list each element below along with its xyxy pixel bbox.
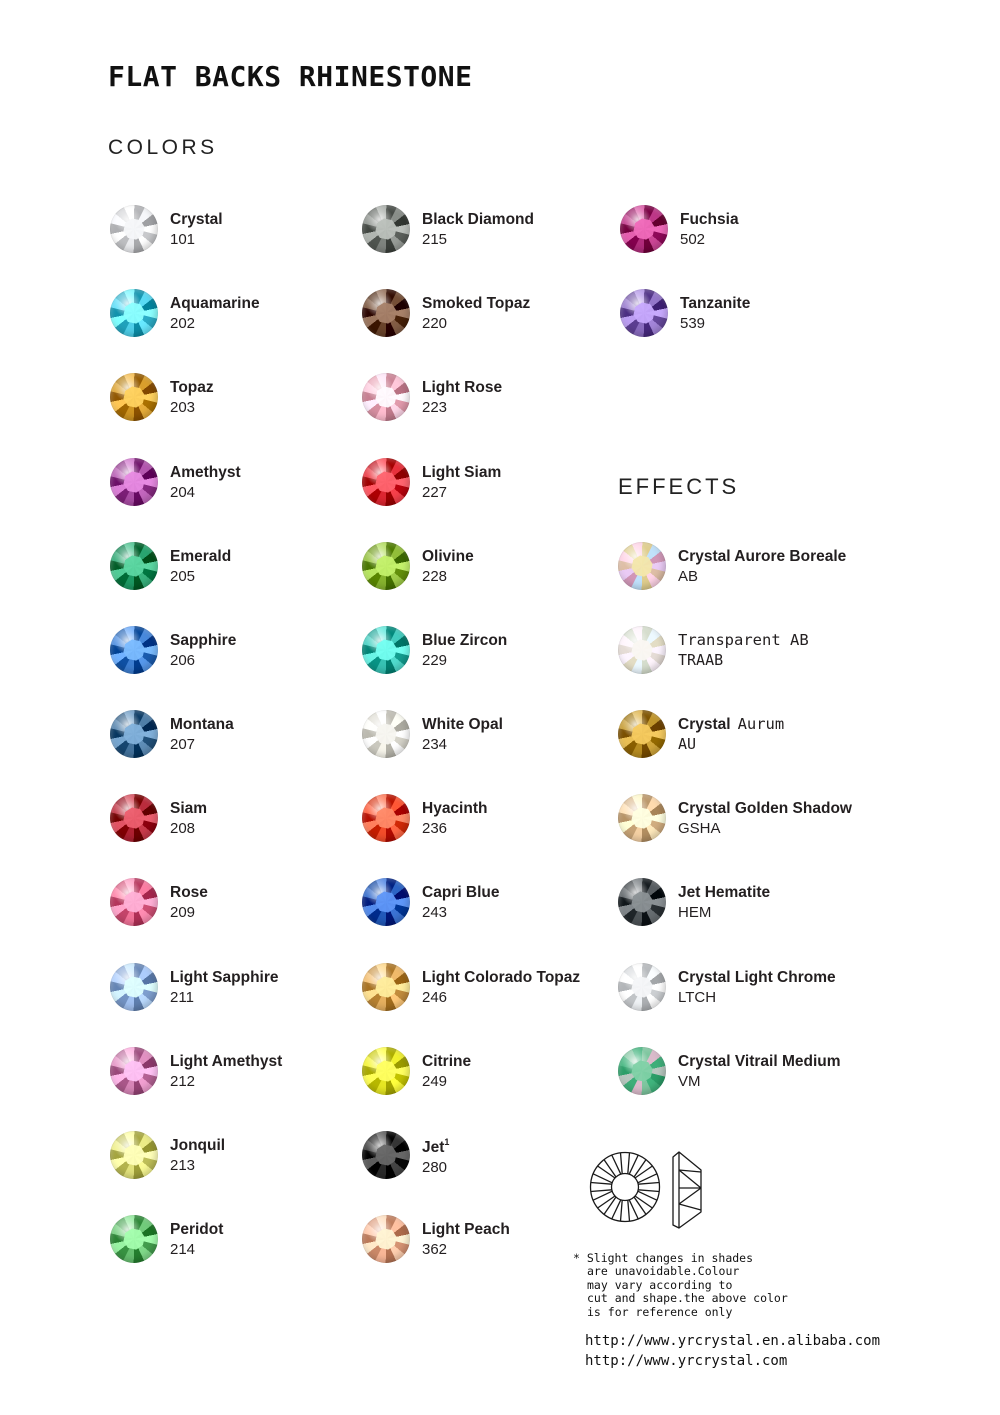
stone-code: HEM <box>678 903 712 921</box>
gem-table-facet <box>374 638 398 662</box>
stone-row <box>620 289 750 337</box>
rhinestone-side-view-icon <box>673 1152 701 1228</box>
facet-line <box>621 1153 623 1174</box>
stone-code: 227 <box>422 483 448 501</box>
stone-row <box>618 878 770 926</box>
gem-swatch <box>362 289 410 337</box>
side-view-flat-back <box>673 1152 679 1228</box>
facet-line <box>638 1190 659 1192</box>
stone-labels <box>422 799 487 838</box>
facet-line <box>612 1155 621 1174</box>
stone-name: Jet$^1$ <box>422 1136 450 1157</box>
gem-table-facet <box>374 806 398 830</box>
stone-row <box>618 794 852 842</box>
gem-swatch <box>110 289 158 337</box>
stone-labels <box>422 378 502 417</box>
stone-code: GSHA <box>678 819 721 837</box>
gem-swatch <box>362 626 410 674</box>
gem-swatch <box>362 1047 410 1095</box>
gem-table-facet <box>374 301 398 325</box>
stone-row <box>618 542 846 590</box>
gem-swatch <box>110 1131 158 1179</box>
facet-line <box>591 1190 612 1192</box>
facet-line <box>591 1183 612 1185</box>
gem-swatch <box>362 1215 410 1263</box>
stone-name: Jet Hematite <box>678 883 771 901</box>
stone-name: Light Rose <box>422 378 503 396</box>
gem-table-facet <box>374 1059 398 1083</box>
stone-row <box>362 289 530 337</box>
stone-row <box>618 710 784 758</box>
stone-name: Black Diamond <box>422 210 534 228</box>
stone-code: 206 <box>170 651 196 669</box>
stone-labels <box>422 1220 510 1259</box>
stone-name: Fuchsia <box>680 210 739 228</box>
stone-code: 215 <box>422 230 448 248</box>
facet-line <box>612 1200 621 1219</box>
top-view-table-ring <box>612 1174 639 1201</box>
stone-row <box>362 794 487 842</box>
gem-swatch <box>362 963 410 1011</box>
stone-name: Topaz <box>170 378 214 396</box>
stone-labels <box>422 631 507 670</box>
gem-swatch <box>618 963 666 1011</box>
stone-code: AU <box>678 735 697 753</box>
gem-table-facet <box>630 554 654 578</box>
stone-labels <box>422 547 474 586</box>
stone-labels <box>422 1052 471 1091</box>
effects-section-header: EFFECTS <box>618 474 740 499</box>
stone-name: Light Peach <box>422 1220 510 1238</box>
top-view-outer-rim <box>591 1153 660 1222</box>
stone-name: Light Sapphire <box>170 968 279 986</box>
rhinestone-diagram <box>585 1146 715 1236</box>
stone-code: LTCH <box>678 988 717 1006</box>
stone-labels <box>422 294 530 333</box>
stone-row <box>110 794 207 842</box>
gem-table-facet <box>374 554 398 578</box>
gem-table-facet <box>122 385 146 409</box>
stone-labels <box>678 1052 841 1091</box>
stone-row <box>362 1047 471 1095</box>
gem-swatch <box>362 1131 410 1179</box>
gem-table-facet <box>630 638 654 662</box>
stone-row <box>110 1047 282 1095</box>
stone-row <box>362 205 534 253</box>
gem-table-facet <box>122 301 146 325</box>
stone-labels <box>170 883 208 922</box>
stone-row <box>110 878 208 926</box>
stone-name: Tanzanite <box>680 294 751 312</box>
gem-table-facet <box>122 975 146 999</box>
stone-labels <box>170 631 236 670</box>
gem-table-facet <box>122 806 146 830</box>
stone-code: 213 <box>170 1156 196 1174</box>
gem-swatch <box>620 205 668 253</box>
facet-line <box>593 1174 612 1183</box>
stone-code: 229 <box>422 651 448 669</box>
gem-swatch <box>362 542 410 590</box>
gem-table-facet <box>374 470 398 494</box>
gem-swatch <box>618 710 666 758</box>
stone-row <box>110 373 214 421</box>
link-company-site[interactable]: http://www.yrcrystal.com <box>585 1353 788 1369</box>
stone-row <box>618 1047 841 1095</box>
stone-row <box>110 1215 223 1263</box>
stone-code: TRAAB <box>678 651 724 669</box>
gem-swatch <box>110 542 158 590</box>
stone-row <box>110 626 236 674</box>
stone-labels <box>422 883 500 922</box>
gem-swatch <box>618 794 666 842</box>
stone-code: 212 <box>170 1072 196 1090</box>
stone-name: Amethyst <box>170 463 241 481</box>
gem-swatch <box>110 458 158 506</box>
stone-name: Olivine <box>422 547 474 565</box>
stone-row <box>110 710 234 758</box>
stone-row <box>110 542 231 590</box>
stone-name: Hyacinth <box>422 799 488 817</box>
website-links <box>585 1331 880 1371</box>
stone-code: 211 <box>170 988 194 1006</box>
footnote-line: is for reference only <box>587 1304 733 1319</box>
stone-row <box>362 1131 449 1179</box>
stone-row <box>110 1131 225 1179</box>
stone-labels <box>678 883 770 922</box>
gem-swatch <box>110 878 158 926</box>
stone-name: Rose <box>170 883 208 901</box>
gem-table-facet <box>122 1227 146 1251</box>
stone-name: Crystal Golden Shadow <box>678 799 852 817</box>
footnote-line: * Slight changes in shades <box>573 1251 754 1265</box>
facet-line <box>638 1191 657 1200</box>
gem-table-facet <box>632 301 656 325</box>
stone-labels <box>170 378 214 417</box>
stone-code: 203 <box>170 398 196 416</box>
stone-code: 249 <box>422 1072 448 1090</box>
gem-swatch <box>110 1215 158 1263</box>
gem-swatch <box>618 626 666 674</box>
stone-row <box>620 205 739 253</box>
stone-labels <box>422 1133 449 1177</box>
gem-table-facet <box>630 722 654 746</box>
stone-name: Siam <box>170 799 208 817</box>
gem-table-facet <box>630 890 654 914</box>
gem-table-facet <box>632 217 656 241</box>
gem-table-facet <box>122 722 146 746</box>
facet-line <box>593 1191 612 1200</box>
stone-row <box>362 710 503 758</box>
stone-row <box>110 205 223 253</box>
stone-labels <box>422 968 580 1007</box>
stone-labels <box>678 799 852 838</box>
stone-code: 204 <box>170 483 196 501</box>
stone-name: Sapphire <box>170 631 237 649</box>
footnote <box>573 1252 788 1319</box>
stone-code: 214 <box>170 1240 196 1258</box>
gem-table-facet <box>630 975 654 999</box>
stone-labels <box>678 968 836 1007</box>
stone-code: 220 <box>422 314 448 332</box>
gem-table-facet <box>630 1059 654 1083</box>
gem-swatch <box>362 710 410 758</box>
gem-swatch <box>362 458 410 506</box>
stone-labels <box>170 1136 225 1175</box>
stone-name: Transparent AB <box>678 631 809 649</box>
gem-table-facet <box>630 806 654 830</box>
gem-table-facet <box>122 1143 146 1167</box>
gem-table-facet <box>122 217 146 241</box>
gem-swatch <box>110 373 158 421</box>
footnote-line: may vary according to <box>587 1277 733 1292</box>
stone-code: AB <box>678 567 699 585</box>
stone-labels <box>680 294 750 333</box>
stone-name: Light Amethyst <box>170 1052 283 1070</box>
stone-labels <box>170 968 279 1007</box>
facet-line <box>628 1153 630 1174</box>
stone-name: Montana <box>170 715 234 733</box>
stone-code: 202 <box>170 314 196 332</box>
stone-name: Smoked Topaz <box>422 294 531 312</box>
side-view-facet-lines <box>679 1170 701 1210</box>
gem-table-facet <box>374 217 398 241</box>
stone-name: Emerald <box>170 547 232 565</box>
facet-line <box>638 1183 659 1185</box>
stone-name: Peridot <box>170 1220 224 1238</box>
stone-row <box>618 626 809 674</box>
stone-row <box>110 289 260 337</box>
stone-name: Crystal Vitrail Medium <box>678 1052 841 1070</box>
facet-line <box>638 1174 657 1183</box>
stone-code: 209 <box>170 903 196 921</box>
gem-swatch <box>618 542 666 590</box>
rhinestone-top-view-icon <box>591 1153 660 1222</box>
stone-name: Citrine <box>422 1052 472 1070</box>
gem-swatch <box>110 1047 158 1095</box>
stone-labels <box>422 463 501 502</box>
stone-code: VM <box>678 1072 701 1090</box>
footnote-line: cut and shape.the above color <box>587 1291 788 1306</box>
stone-row <box>362 1215 510 1263</box>
gem-swatch <box>110 205 158 253</box>
gem-table-facet <box>374 890 398 914</box>
gem-swatch <box>618 1047 666 1095</box>
gem-swatch <box>110 963 158 1011</box>
stone-name: Light Colorado Topaz <box>422 968 581 986</box>
stone-name: Aquamarine <box>170 294 260 312</box>
gem-swatch <box>110 626 158 674</box>
facet-line <box>629 1200 638 1219</box>
stone-row <box>618 963 836 1011</box>
stone-row <box>362 878 500 926</box>
stone-code: 208 <box>170 819 196 837</box>
stone-row <box>362 963 580 1011</box>
gem-swatch <box>362 373 410 421</box>
stone-code: 362 <box>422 1240 448 1258</box>
stone-row <box>362 542 474 590</box>
link-alibaba-store[interactable]: http://www.yrcrystal.en.alibaba.com <box>585 1333 881 1349</box>
stone-name: Crystal Aurum <box>678 715 785 733</box>
stone-name: Capri Blue <box>422 883 500 901</box>
gem-table-facet <box>122 638 146 662</box>
stone-labels <box>678 714 784 754</box>
stone-labels <box>170 547 231 586</box>
stone-labels <box>678 630 809 670</box>
gem-swatch <box>618 878 666 926</box>
gem-table-facet <box>122 554 146 578</box>
footnote-line: are unavoidable.Colour <box>587 1264 740 1279</box>
gem-table-facet <box>374 385 398 409</box>
stone-name: White Opal <box>422 715 503 733</box>
stone-code: 205 <box>170 567 196 585</box>
stone-code: 223 <box>422 398 448 416</box>
stone-labels <box>170 210 223 249</box>
gem-table-facet <box>374 1143 398 1167</box>
stone-name: Blue Zircon <box>422 631 508 649</box>
stone-code: 236 <box>422 819 448 837</box>
stone-name: Crystal <box>170 210 223 228</box>
stone-code: 228 <box>422 567 448 585</box>
facet-line <box>621 1200 623 1221</box>
stone-code: 502 <box>680 230 706 248</box>
gem-table-facet <box>122 1059 146 1083</box>
stone-row <box>362 373 502 421</box>
gem-table-facet <box>374 1227 398 1251</box>
stone-labels <box>170 799 207 838</box>
facet-line <box>629 1155 638 1174</box>
gem-swatch <box>362 205 410 253</box>
gem-swatch <box>362 794 410 842</box>
gem-table-facet <box>374 975 398 999</box>
stone-labels <box>170 294 260 333</box>
stone-labels <box>680 210 739 249</box>
facet-line <box>628 1200 630 1221</box>
stone-code: 234 <box>422 735 448 753</box>
gem-table-facet <box>122 470 146 494</box>
stone-row <box>362 458 501 506</box>
colors-section-header: COLORS <box>108 136 218 159</box>
stone-labels <box>422 210 534 249</box>
stone-code: 280 <box>422 1159 448 1177</box>
stone-labels <box>170 715 234 754</box>
stone-row <box>362 626 507 674</box>
stone-code: 246 <box>422 988 448 1006</box>
gem-swatch <box>362 878 410 926</box>
stone-name: Light Siam <box>422 463 502 481</box>
stone-labels <box>422 715 503 754</box>
stone-name: Jonquil <box>170 1136 226 1154</box>
gem-table-facet <box>374 722 398 746</box>
gem-swatch <box>620 289 668 337</box>
stone-row <box>110 963 279 1011</box>
stone-code: 539 <box>680 314 706 332</box>
stone-code: 207 <box>170 735 196 753</box>
stone-labels <box>170 1052 282 1091</box>
page-title: FLAT BACKS RHINESTONE <box>108 60 473 93</box>
stone-name: Crystal Aurore Boreale <box>678 547 847 565</box>
stone-row <box>110 458 241 506</box>
stone-name: Crystal Light Chrome <box>678 968 836 986</box>
stone-code: 101 <box>170 230 196 248</box>
gem-table-facet <box>122 890 146 914</box>
stone-labels <box>170 463 241 502</box>
stone-labels <box>170 1220 223 1259</box>
stone-code: 243 <box>422 903 448 921</box>
gem-swatch <box>110 794 158 842</box>
gem-swatch <box>110 710 158 758</box>
stone-labels <box>678 547 846 586</box>
